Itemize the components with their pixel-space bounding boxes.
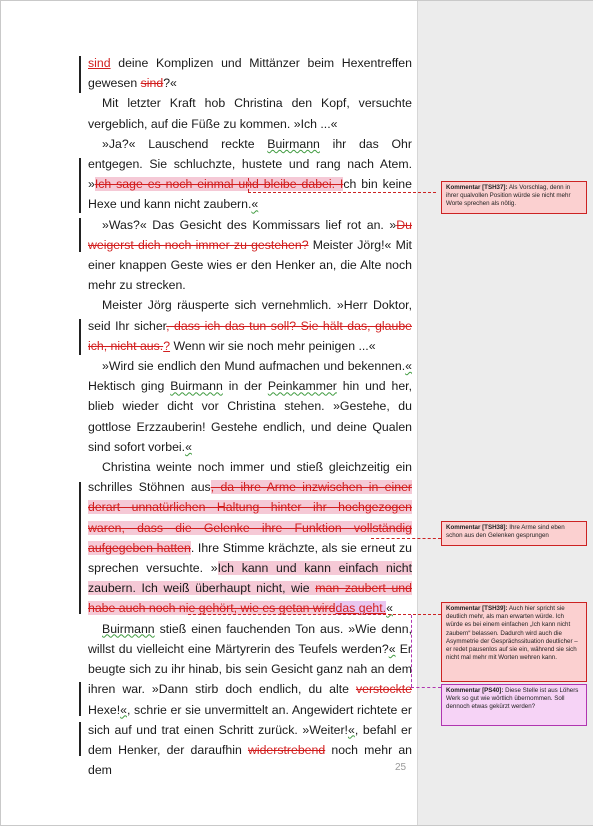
text-run: Ich kann und kann einfach nicht zaubern. Ich weiß überhaupt nicht, wie [88,561,412,596]
comment-text: Auch hier spricht sie deutlich mehr, als man erwarten würde. Ich würde es bei einem einfachen „Ich kann nicht zaubern“ belassen. Dadurch wird auch die Asymmetrie der Gesprächssituation deutlicher – er redet pausenlos auf sie ein, während sie sich nicht mal mehr mit Worten wehren kann. [446,605,578,662]
text-run: ihr das Ohr entgegen. Sie schluchzte, hustete und rang nach Atem. » [88,136,412,192]
spelling-flag: « [386,601,393,616]
comment-label: Kommentar [PS40]: [446,687,504,694]
document-body[interactable] [88,53,412,780]
text-run: Er beugte sich zu ihr hinab, bis sein Gesicht ganz nah an dem ihren war. »Dann stirb doch endlich, du alte [88,641,412,697]
change-bar [79,319,81,355]
text-run: Mit letzter Kraft hob Christina den Kopf, versuchte vergeblich, auf die Füße zu kommen. »Ich ...« [88,96,412,131]
comment-connector [188,614,441,615]
page-number: 25 [395,762,407,773]
text-run: . Ihre Stimme krächzte, als sie erneut zu sprechen versuchte. » [88,540,412,576]
paragraph [88,295,412,356]
deleted-text: Ich sage es noch einmal und bleibe dabei. I [94,177,344,192]
inserted-text: sind [88,56,111,70]
spelling-flag: Buirmann [267,136,320,151]
paragraph [88,457,412,619]
text-run: in der [222,379,268,394]
paragraph [88,619,412,781]
comment-balloon[interactable] [441,684,587,726]
comment-connector [248,192,436,193]
comment-connector [411,687,441,688]
text-run: Hektisch ging [88,379,171,394]
text-run: ?« [163,76,177,91]
spelling-flag: « [251,197,259,212]
text-run: Meister Jörg räusperte sich vernehmlich. »Herr Doktor, seid Ihr sicher [88,298,412,333]
text-run: , schrie er sie unvermittelt an. Angewidert richtete er sich auf und trat einen Schritt zurück. »Weiter! [88,702,412,737]
spelling-flag: Buirmann [170,379,223,394]
deleted-text: , da ihre Arme inzwischen in einer derart unnatürlichen Haltung hinter ihr hochgezogen waren, dass die Gelenke ihre Funktion vollständig aufgegeben hatten [88,480,412,555]
change-bar [79,56,81,93]
change-bar [79,682,81,716]
paragraph [88,93,412,133]
text-run: Hexe! [88,702,121,717]
paragraph [88,53,412,93]
paragraph [88,134,412,215]
comment-connector [248,178,249,192]
deleted-text: Du weigerst dich noch immer zu gestehen? [88,217,412,252]
change-bar [79,218,81,252]
spelling-flag: « [185,439,192,454]
text-run: Christina weinte noch immer und stieß gleichzeitig ein schrilles Stöhnen aus [88,460,412,495]
comment-text: Ihre Arme sind eben schon aus den Gelenken gesprungen [446,524,565,540]
deleted-text: widerstrebend [247,742,326,757]
text-run: , befahl er dem Henker, der daraufhin [88,722,412,757]
comment-label: Kommentar [TSH39]: [446,605,508,612]
text-run: »Ja?« Lauschend reckte [102,136,268,151]
paragraph [88,356,412,457]
comment-balloon[interactable] [441,602,587,682]
comment-balloon[interactable] [441,181,587,214]
text-run: ch bin keine Hexe und kann nicht zaubern. [88,177,412,212]
text-run: hin und her, blieb wieder dicht vor Christina stehen. »Gestehe, du gottlose Erzzauberin! Gestehe endlich, und deine Qualen sind sofort vorbei. [88,379,413,454]
deleted-text: verstockte [355,682,412,697]
spelling-flag: « [405,359,412,374]
spelling-flag: « [347,722,355,737]
deleted-text: , dass ich das tun soll? Sie hält das, glaube ich, nicht aus. [88,318,412,353]
comment-text: Als Vorschlag, denn in ihrer qualvollen Position würde sie nicht mehr Worte sprechen als nötig. [446,184,571,208]
inserted-text: das geht. [335,601,387,616]
comment-label: Kommentar [TSH37]: [446,184,508,191]
inserted-text: ? [163,338,171,353]
change-bar [79,158,81,213]
change-bar [79,722,81,756]
comment-connector [411,615,412,687]
text-run: Wenn wir sie noch mehr peinigen ...« [170,338,376,353]
paragraph [88,215,412,296]
deleted-text: man zaubert und habe auch noch nie gehört, wie es getan wird [88,581,412,616]
comment-connector [371,538,441,539]
deleted-text: sind [140,76,164,91]
text-run: Meister Jörg!« Mit einer knappen Geste wies er den Henker an, die Alte noch mehr zu strecken. [88,237,412,293]
spelling-flag: « [388,641,396,656]
spelling-flag: Buirmann [102,621,155,636]
change-bar [79,482,81,614]
comment-label: Kommentar [TSH38]: [446,524,508,531]
text-run: deine Komplizen und Mittänzer beim Hexentreffen gewesen [88,56,412,91]
text-run: »Was?« Das Gesicht des Kommissars lief rot an. » [102,217,397,232]
text-run: noch mehr an dem [88,742,413,778]
text-run: stieß einen fauchenden Ton aus. »Wie denn, willst du vielleicht eine Märtyrerin des Teufels werden? [88,621,412,656]
text-run: »Wird sie endlich den Mund aufmachen und bekennen. [102,359,406,374]
comment-text: Diese Stelle ist aus Löhers Werk so gut wie wörtlich übernommen. Soll dennoch etwas gekürzt werden? [446,687,579,711]
comment-balloon[interactable] [441,521,587,546]
spelling-flag: Peinkammer [267,379,337,394]
spelling-flag: « [120,702,127,717]
